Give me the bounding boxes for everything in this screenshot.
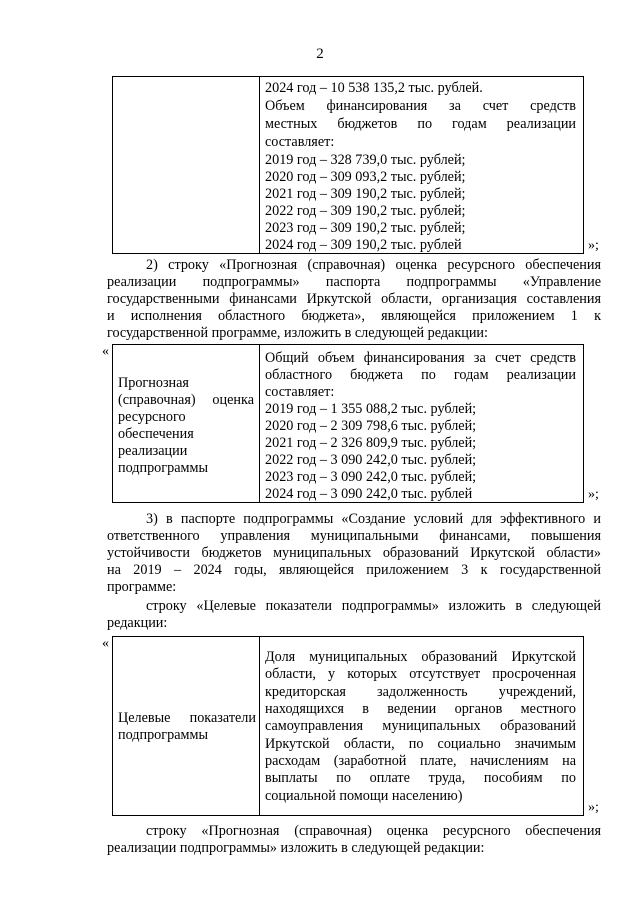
- table-2-value-line: 2021 год – 2 326 809,9 тыс. рублей;: [265, 435, 477, 451]
- table-1-line: 2021 год – 309 190,2 тыс. рублей;: [265, 186, 466, 202]
- paragraph-line: строку «Целевые показатели подпрограммы» изложить в следующей: [146, 598, 601, 614]
- page-number: 2: [316, 46, 324, 62]
- table-1-left-border: [112, 76, 113, 254]
- paragraph-line: строку «Прогнозная (справочная) оценка ресурсного обеспечения: [146, 823, 601, 839]
- paragraph-line: реализации подпрограммы» изложить в следующей редакции:: [107, 840, 485, 856]
- paragraph-line: реализации подпрограммы» паспорта подпрограммы «Управление: [107, 274, 601, 290]
- table-1-line: 2023 год – 309 190,2 тыс. рублей;: [265, 220, 466, 236]
- table-2-value-line: 2023 год – 3 090 242,0 тыс. рублей;: [265, 469, 477, 485]
- table-1-closing-quote: »;: [588, 238, 599, 253]
- paragraph-line: программе:: [107, 579, 177, 595]
- table-2-closing-quote: »;: [588, 487, 599, 502]
- label-line: ресурсного: [118, 409, 186, 425]
- label-line: Целевые показатели: [118, 710, 256, 726]
- table-3-label: [118, 710, 256, 744]
- table-3-value-line: выплаты по оплате труда, пособиям по: [265, 770, 576, 786]
- paragraph-line: ответственного управления муниципальными финансами, повышения: [107, 528, 601, 544]
- table-2-label: [118, 375, 254, 477]
- label-line: подпрограммы: [118, 460, 208, 476]
- table-1-line: 2020 год – 309 093,2 тыс. рублей;: [265, 169, 466, 185]
- label-line: (справочная) оценка: [118, 392, 254, 408]
- table-1-line: 2022 год – 309 190,2 тыс. рублей;: [265, 203, 466, 219]
- table-2-divider: [259, 344, 260, 503]
- table-3-divider: [259, 636, 260, 816]
- label-line: реализации: [118, 443, 188, 459]
- table-2-value-line: Общий объем финансирования за счет средств: [265, 350, 576, 366]
- table-3-value-line: расходам (заработной плате, начислениям на: [265, 753, 576, 769]
- table-2-value-line: составляет:: [265, 384, 335, 400]
- paragraph-line: государственными финансами Иркутской области, организация составления: [107, 291, 601, 307]
- table-1-line: 2024 год – 309 190,2 тыс. рублей: [265, 237, 462, 253]
- label-line: Прогнозная: [118, 375, 189, 391]
- table-1-line: составляет:: [265, 134, 335, 150]
- table-3-closing-quote: »;: [588, 800, 599, 815]
- paragraph-line: государственной программе, изложить в следующей редакции:: [107, 325, 488, 341]
- paragraph-line: и исполнения областного бюджета», являющейся приложением 1 к: [107, 308, 601, 324]
- table-2-value-line: 2024 год – 3 090 242,0 тыс. рублей: [265, 486, 473, 502]
- table-3-value-line: Доля муниципальных образований Иркутской: [265, 649, 576, 665]
- table-3-bottom-border: [112, 815, 584, 816]
- table-3-value-line: области, у которых отсутствует просроченная: [265, 666, 576, 682]
- table-3-value-line: кредиторская задолженность учреждений,: [265, 684, 576, 700]
- label-line: обеспечения: [118, 426, 194, 442]
- paragraph-line: редакции:: [107, 615, 168, 631]
- table-1-line: 2024 год – 10 538 135,2 тыс. рублей.: [265, 80, 483, 96]
- table-2-value-line: 2020 год – 2 309 798,6 тыс. рублей;: [265, 418, 477, 434]
- paragraph-line: 3) в паспорте подпрограммы «Создание условий для эффективного и: [146, 511, 601, 527]
- table-3-right-border: [583, 636, 584, 816]
- table-2-value-line: 2022 год – 3 090 242,0 тыс. рублей;: [265, 452, 477, 468]
- table-2-value-line: областного бюджета по годам реализации: [265, 367, 576, 383]
- table-3-value-line: Иркутской области, по социально значимым: [265, 736, 576, 752]
- table-1-line: 2019 год – 328 739,0 тыс. рублей;: [265, 152, 466, 168]
- table-1-line: местных бюджетов по годам реализации: [265, 116, 576, 132]
- table-2-opening-quote: «: [102, 344, 109, 359]
- table-3-left-border: [112, 636, 113, 816]
- table-1-line: Объем финансирования за счет средств: [265, 98, 576, 114]
- table-3-value-line: находящихся в ведении органов местного: [265, 701, 576, 717]
- table-3-opening-quote: «: [102, 636, 109, 651]
- table-3-value-line: социальной помощи населению): [265, 788, 463, 804]
- label-line: подпрограммы: [118, 727, 208, 743]
- table-2-value-line: 2019 год – 1 355 088,2 тыс. рублей;: [265, 401, 477, 417]
- paragraph-line: устойчивости бюджетов муниципальных образований Иркутской области»: [107, 545, 601, 561]
- table-2-left-border: [112, 344, 113, 503]
- table-2-right-border: [583, 344, 584, 503]
- table-2-top-border: [112, 344, 584, 345]
- table-3-value-line: самоуправления муниципальных образований: [265, 718, 576, 734]
- table-1-right-border: [583, 76, 584, 254]
- table-1-divider: [259, 76, 260, 254]
- paragraph-line: на 2019 – 2024 годы, являющейся приложением 3 к государственной: [107, 562, 601, 578]
- table-3-top-border: [112, 636, 584, 637]
- table-1-top-border: [112, 76, 584, 77]
- paragraph-line: 2) строку «Прогнозная (справочная) оценка ресурсного обеспечения: [146, 257, 601, 273]
